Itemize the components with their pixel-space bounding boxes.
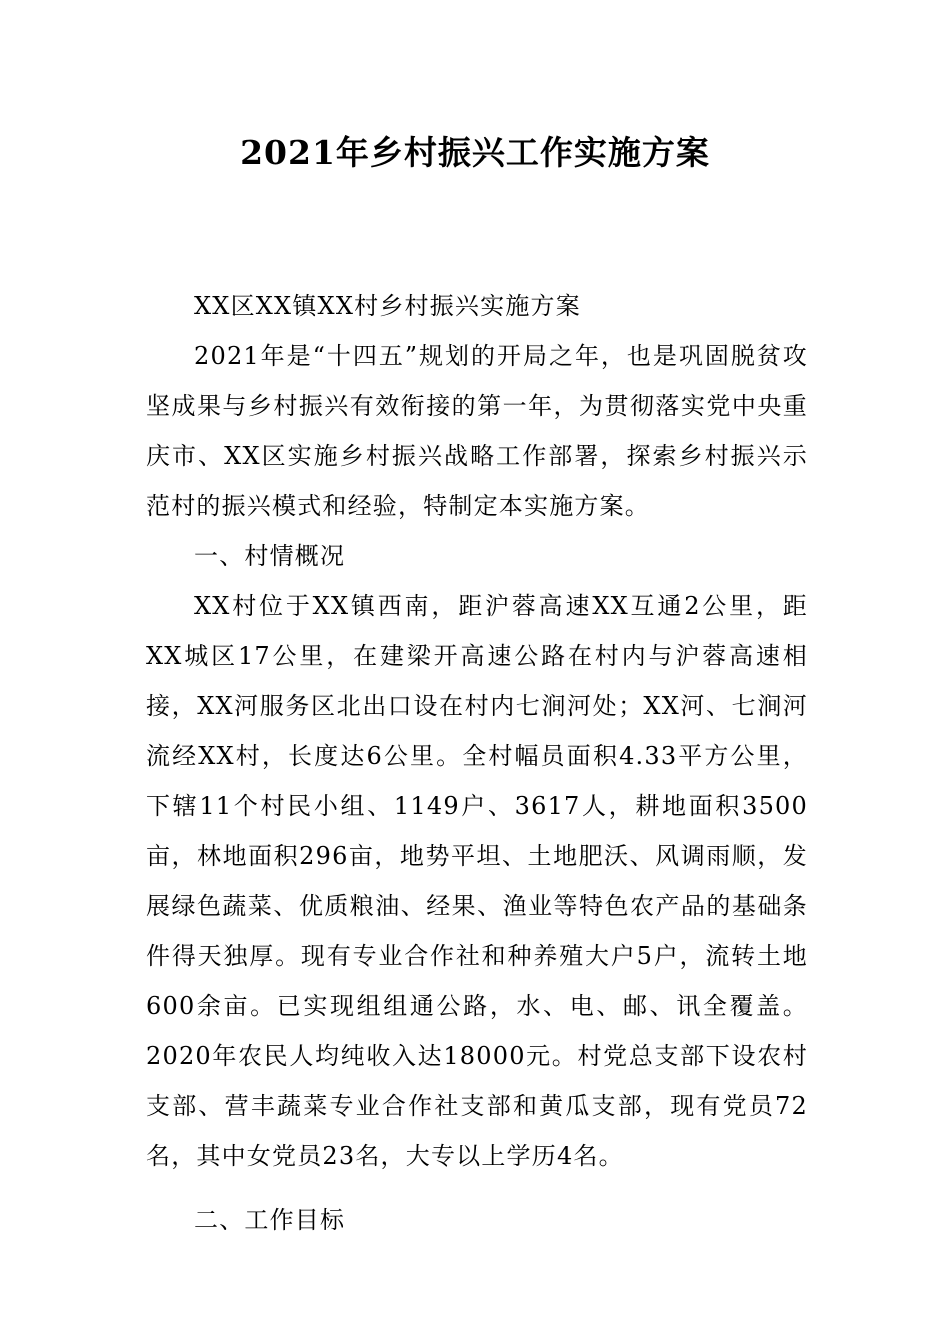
intro-paragraph: 2021年是“十四五”规划的开局之年，也是巩固脱贫攻坚成果与乡村振兴有效衔接的第一年，为贯彻落实党中央重庆市、XX区实施乡村振兴战略工作部署，探索乡村振兴示范村的振兴模式和经验，特制定本实施方案。 xyxy=(146,342,808,520)
document-body xyxy=(146,281,808,1245)
village-overview-paragraph: XX村位于XX镇西南，距沪蓉高速XX互通2公里，距XX城区17公里，在建梁开高速公路在村内与沪蓉高速相接，XX河服务区北出口设在村内七涧河处；XX河、七涧河流经XX村，长度达6公里。全村幅员面积4.33平方公里，下辖11个村民小组、1149户、3617人，耕地面积3500亩，林地面积296亩，地势平坦、土地肥沃、风调雨顺，发展绿色蔬菜、优质粮油、经果、渔业等特色农产品的基础条件得天独厚。现有专业合作社和种养殖大户5户，流转土地600余亩。已实现组组通公路，水、电、邮、讯全覆盖。2020年农民人均纯收入达18000元。村党总支部下设农村支部、营丰蔬菜专业合作社支部和黄瓜支部，现有党员72名，其中女党员23名，大专以上学历4名。 xyxy=(146,592,808,1170)
document-subtitle: XX区XX镇XX村乡村振兴实施方案 xyxy=(194,292,581,320)
section-heading-work-goals: 二、工作目标 xyxy=(194,1206,346,1234)
section-heading-village-overview: 一、村情概况 xyxy=(194,542,346,570)
document-title: 2021年乡村振兴工作实施方案 xyxy=(240,133,710,172)
